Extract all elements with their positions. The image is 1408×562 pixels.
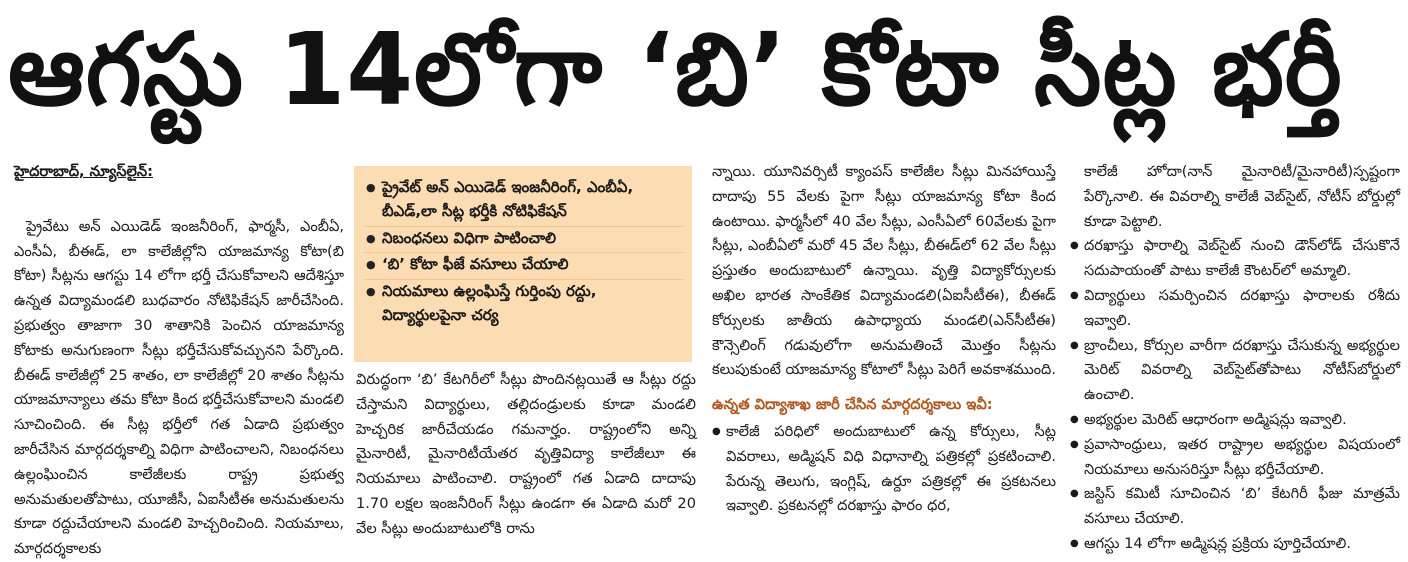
guideline-item: ● విద్యార్థులు సమర్పించిన దరఖాస్తు ఫారాలకు రశీదు ఇవ్వాలి. [1070,284,1400,334]
article-column-4 [1070,160,1400,557]
guideline-item: ● ఆగస్టు 14 లోగా అడ్మిషన్ల ప్రక్రియ పూర్తిచేయాలి. [1070,532,1400,557]
bullet-icon: ● [1070,240,1079,252]
bullet-icon: ● [366,231,376,245]
guideline-item: ● అభ్యర్థుల మెరిట్ ఆధారంగా అడ్మిషన్లు ఇవ్వాలి. [1070,408,1400,433]
guideline-item: ● ప్రవాసాంధ్రులు, ఇతర రాష్ట్రాల అభ్యర్థుల విషయంలో నియమాలు అనుసరిస్తూ సీట్లు భర్తీచేయాలి. [1070,433,1400,483]
bullet-icon: ● [366,258,376,272]
guideline-item: ● బ్రాంచీలు, కోర్సుల వారీగా దరఖాస్తు చేసుకున్న అభ్యర్థుల మెరిట్ వివరాల్ని వెబ్‌సైట్‌తోపాటు నోటీస్‌బోర్డులో ఉంచాలి. [1070,334,1400,408]
bullet-icon: ● [366,285,376,299]
highlight-item: ● ప్రైవేట్ అన్ ఎయిడెడ్ ఇంజనీరింగ్, ఎంబీఏ, బీఎడ్,లా సీట్ల భర్తీకి నోటిఫికేషన్ [364,176,684,227]
bullet-icon: ● [1070,537,1079,549]
article-column-3 [712,160,1056,519]
highlights-box [354,166,692,362]
bullet-icon: ● [1070,488,1079,500]
article-body-col2: విరుద్ధంగా ‘బి’ కేటగిరీలో సీట్లు పొందినట్లయితే ఆ సీట్లు రద్దు చేస్తామని విద్యార్థులు, తల్లిదండ్రులకు కూడా మండలి హెచ్చరిక జారీచేయడం గమనార్హం. రాష్ట్రంలోని అన్ని మైనారిటీ, మైనారిటీయేతర వృత్తివిద్యా కాలేజీలూ ఈ నియమాలు పాటించాలి. రాష్ట్రంలో గత ఏడాది దాదాపు 1.70 లక్షల ఇంజనీరింగ్ సీట్లు ఉండగా ఈ ఏడాది మరో 20 వేల సీట్లు అందుబాటులోకి రాను [356,371,696,537]
bullet-icon: ● [1070,289,1079,301]
bullet-icon: ● [1070,413,1079,425]
guideline-item: ● జస్టిస్ కమిటీ సూచించిన ‘బి’ కేటగిరీ ఫీజు మాత్రమే వసూలు చేయాలి. [1070,482,1400,532]
bullet-icon: ● [1070,339,1079,351]
highlight-item: ● నిబంధనలు విధిగా పాటించాలి [364,227,684,254]
article-body-col1: ప్రైవేటు అన్ ఎయిడెడ్ ఇంజనీరింగ్, ఫార్మసీ, ఎంబీఏ, ఎంసీఏ, బీఈడ్, లా కాలేజీల్లోని యాజమాన్య కోటా(బి కోటా) సీట్లను ఆగస్టు 14 లోగా భర్తీ చేసుకోవాలని ఆదేశిస్తూ ఉన్నత విద్యామండలి బుధవారం నోటిఫికేషన్ జారీచేసింది. ప్రభుత్వం తాజాగా 30 శాతానికి పెంచిన యాజమాన్య కోటాకు అనుగుణంగా సీట్లు భర్తీచేసుకోవచ్చునని పేర్కొంది. బీఈడ్ కాలేజీల్లో 25 శాతం, లా కాలేజీల్లో 20 శాతం సీట్లను యాజమాన్యాలు తమ కోటా కింద భర్తీచేసుకోవాలని మండలి సూచించింది. ఈ సీట్ల భర్తీలో గత ఏడాది ప్రభుత్వం జారీచేసిన మార్గదర్శకాల్ని విధిగా పాటించాలని, నిబంధనలు ఉల్లంఘించిన కాలేజీలకు రాష్ట్ర ప్రభుత్వ అనుమతులతోపాటు, యూజీసీ, ఏఐసీటీఈ అనుమతులను కూడా రద్దుచేయాలని మండలి హెచ్చరించింది. నియమాలు, మార్గదర్శకాలకు [14,217,345,558]
headline: ఆగస్టు 14లోగా ‘బి’ కోటా సీట్ల భర్తీ [8,11,1343,128]
guideline-item: ● దరఖాస్తు ఫారాల్ని వెబ్‌సైట్ నుంచి డౌన్‌లోడ్ చేసుకొనే సదుపాయంతో పాటు కాలేజీ కౌంటర్‌లో అమ్మాలి. [1070,234,1400,284]
bullet-icon: ● [712,425,721,437]
guideline-item: ● కాలేజీ పరిధిలో అందుబాటులో ఉన్న కోర్సులు, సీట్ల వివరాలు, అడ్మిషన్ విధి విధానాల్ని పత్రికల్లో ప్రకటించాలి. పేరున్న తెలుగు, ఇంగ్లిష్, ఉర్దూ పత్రికల్లో ఈ ప్రకటనలు ఇవ్వాలి. ప్రకటనల్లో దరఖాస్తు ఫారం ధర, [712,420,1056,519]
highlight-item: ● నియమాలు ఉల్లంఘిస్తే గుర్తింపు రద్దు, విద్యార్థులపైనా చర్య [366,282,597,324]
dateline: హైదరాబాద్, న్యూస్‌లైన్: [14,163,153,180]
bullet-icon: ● [366,181,376,194]
guideline-continuation: కాలేజీ హోదా(నాన్ మైనారిటీ/మైనారిటీ)స్పష్టంగా పేర్కొనాలి. ఈ వివరాల్ని కాలేజీ వెబ్‌సైట్, నోటీస్ బోర్డుల్లో కూడా పెట్టాలి. [1084,163,1400,230]
article-body-col3: న్నాయి. యూనివర్సిటీ క్యాంపస్ కాలేజీల సీట్లు మినహాయిస్తే దాదాపు 55 వేలకు పైగా సీట్లు యాజమాన్య కోటా కింద ఉంటాయి. ఫార్మసీలో 40 వేల సీట్లు, ఎంసీఏలో 60వేలకు పైగా సీట్లు, ఎంబీఏలో మరో 45 వేల సీట్లు, బీఈడ్‌లో 62 వేల సీట్లు ప్రస్తుతం అందుబాటులో ఉన్నాయి. వృత్తి విద్యాకోర్సులకు అఖిల భారత సాంకేతిక విద్యామండలి(ఏఐసీటీఈ), బీఈడ్ కోర్సులకు జాతీయ ఉపాధ్యాయ మండలి(ఎన్‌సీటీఈ) కౌన్సెలింగ్ గడువులోగా అనుమతించే మొత్తం సీట్లను కలుపుకుంటే యాజమాన్య కోటాలో సీట్లు పెరిగే అవకాశముంది. [712,163,1056,379]
article-column-1 [14,160,344,562]
bullet-icon: ● [1070,438,1079,450]
article-column-2 [356,368,696,542]
guidelines-heading: ఉన్నత విద్యాశాఖ జారీ చేసిన మార్గదర్శకాలు ఇవీ: [712,396,993,414]
highlight-item: ● ‘బి’ కోటా ఫీజే వసూలు చేయాలి [364,253,684,280]
